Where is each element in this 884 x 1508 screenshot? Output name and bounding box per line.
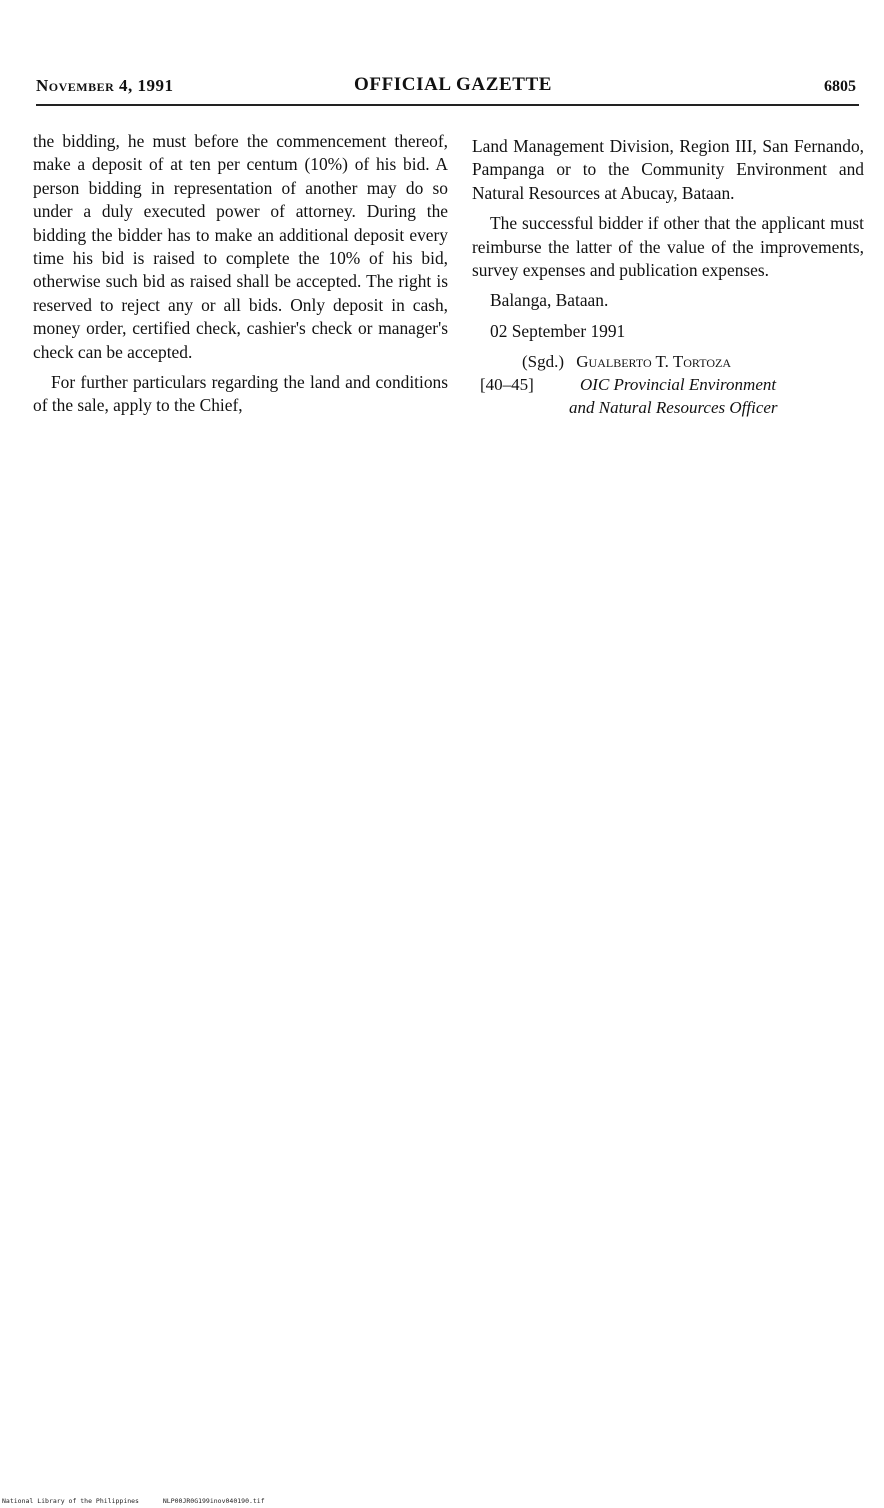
date-line: 02 September 1991: [490, 320, 626, 341]
reference-number: [40–45]: [480, 375, 534, 395]
reference-row: [472, 373, 864, 396]
signature-block: [472, 350, 864, 419]
page-number: 6805: [824, 78, 856, 95]
library-credit: National Library of the Philippines: [2, 1497, 139, 1505]
issue-date: November 4, 1991: [36, 76, 174, 95]
signed-mark: (Sgd.): [522, 352, 565, 372]
page-header: [36, 74, 856, 102]
left-column: [33, 130, 448, 425]
bidding-paragraph: the bidding, he must before the commencement thereof, make a deposit of at ten per centum (10%) of his bid. A person bidding in representation of another may do so under a duly executed power of attorney. During the bidding the bidder has to make an additional deposit every time his bid is raised to complete the 10% of his bid, otherwise such bid as raised shall be accepted. The right is reserved to reject any or all bids. Only deposit in cash, money order, certified check, cashier's check or manager's check can be accepted.: [33, 131, 448, 362]
signatory-title-2: and Natural Resources Officer: [569, 398, 778, 418]
signatory-name: Gualberto T. Tortoza: [576, 352, 731, 372]
reimbursement-paragraph: The successful bidder if other that the applicant must reimburse the latter of the value of the improvements, survey expenses and publication expenses.: [472, 213, 864, 281]
division-paragraph: Land Management Division, Region III, San Fernando, Pampanga or to the Community Environment and Natural Resources at Abucay, Bataan.: [472, 136, 864, 203]
signatory-title-1: OIC Provincial Environment: [580, 375, 777, 395]
publication-title: OFFICIAL GAZETTE: [354, 74, 553, 95]
right-column: [472, 135, 864, 419]
place-line: Balanga, Bataan.: [490, 290, 609, 311]
header-rule: [36, 104, 859, 106]
particulars-paragraph: For further particulars regarding the land and conditions of the sale, apply to the Chief,: [33, 372, 448, 416]
signatory-line: [472, 350, 864, 373]
scan-footer: [2, 1497, 265, 1505]
file-name: NLP00JR0G199inov040190.tif: [162, 1497, 265, 1505]
